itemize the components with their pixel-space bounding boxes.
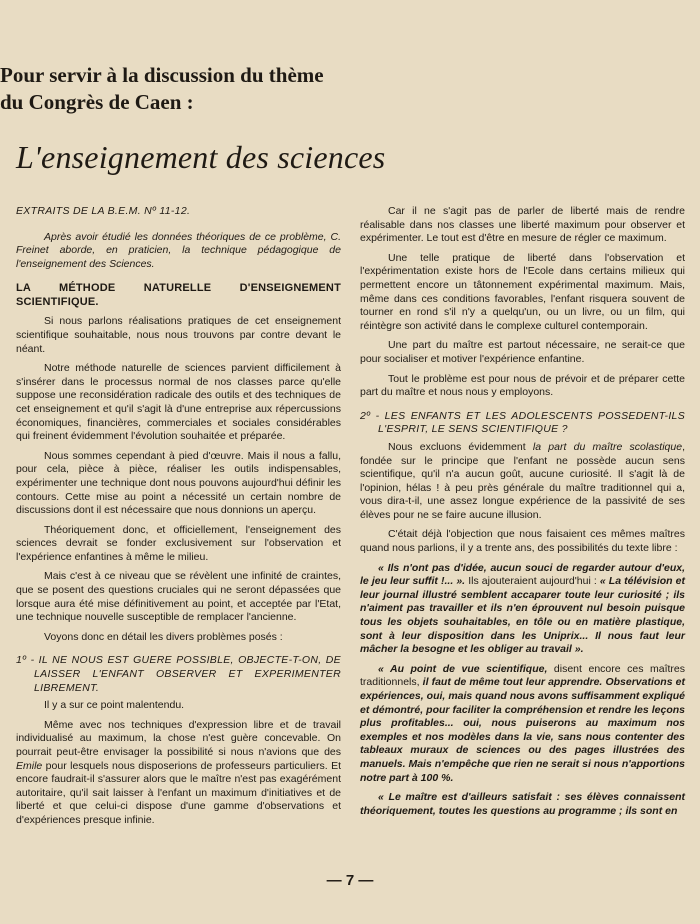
question-1-heading: 1º - IL NE NOUS EST GUERE POSSIBLE, OBJECTE-T-ON, DE LAISSER L'ENFANT OBSERVER ET EXPERIMENTER LIBREMENT. — [16, 654, 341, 694]
intro-paragraph: Après avoir étudié les données théoriques de ce problème, C. Freinet aborde, en praticien, la technique pédagogique de l'enseignement des Sciences. — [16, 230, 341, 270]
quote-text: « La télévision et leur journal illustré semblent accaparer toute leur curiosité ; ils n'aiment pas travailler et ils n'en éprouvent nul besoin puisque tous les objets souhaitables, en tôle ou en matière plastique, sont à leur disposition dans les Uniprix... Il nous faut leur mâcher la besogne et les obliger au travail ». — [360, 575, 685, 656]
left-column — [16, 205, 341, 834]
paragraph — [16, 719, 341, 828]
right-column — [360, 205, 685, 824]
paragraph-text: , fondée sur le principe que l'enfant ne possède aucun sens scientifique, qu'il n'a aucun goût, aucune curiosité. Il s'agit là de l'opinion, hélas ! à peu près générale du maître traditionnel qui a, vous dira-t-il, une assez longue expérience de la passivité de ses élèves pour ne se faire aucune illusion. — [360, 440, 685, 521]
paragraph: Mais c'est à ce niveau que se révèlent une infinité de craintes, que se posent des questions cruciales qui ne seront dépassées que lorsque aura été mise définitivement au point, et acceptée par l'Etat, une technique nouvelle susceptible de remplacer l'ancienne. — [16, 570, 341, 624]
article-title: L'enseignement des sciences — [16, 139, 386, 175]
header — [0, 62, 700, 116]
paragraph-text: pour lesquels nous disposerions de professeurs particuliers. Et encore faudrait-il s'assurer alors que le maître n'est pas exagérément autoritaire, qu'il sait laisser à l'enfant un maximum d'initiatives et de liberté et que celui-ci dispose d'une gamme d'observations et d'expériences presque infinie. — [16, 759, 341, 826]
question-2-heading: 2º - LES ENFANTS ET LES ADOLESCENTS POSSEDENT-ILS L'ESPRIT, LE SENS SCIENTIFIQUE ? — [360, 409, 685, 436]
quote: « Le maître est d'ailleurs satisfait : ses élèves connaissent théoriquement, toutes les questions au programme ; ils sont en — [360, 791, 685, 817]
quote — [360, 663, 685, 785]
paragraph: Voyons donc en détail les divers problèmes posés : — [44, 630, 283, 643]
section-heading: LA MÉTHODE NATURELLE D'ENSEIGNEMENT SCIENTIFIQUE. — [16, 282, 341, 309]
paragraph-text: Même avec nos techniques d'expression libre et de travail individualisé au maximum, la chose n'est guère concevable. On pourrait peut-être envisager la possibilité si nous n'avions que des — [16, 718, 341, 758]
paragraph: Il y a sur ce point malentendu. — [44, 699, 185, 712]
extract-reference: EXTRAITS DE LA B.E.M. Nº 11-12. — [16, 205, 191, 217]
paragraph: Nous sommes cependant à pied d'œuvre. Mais il nous a fallu, pour cela, pièce à pièce, réaliser les outils indispensables, expérimenter une technique dont nous pouvons aujourd'hui définir les contours. Cette mise au point a nécessité un certain nombre de discussions dont il est nécessaire que nous donnions un aperçu. — [16, 449, 341, 517]
page-number: — 7 — — [326, 872, 374, 889]
paragraph-text: Nous excluons évidemment — [388, 440, 533, 453]
paragraph — [360, 441, 685, 523]
kicker-line-1: Pour servir à la discussion du thème — [0, 63, 324, 87]
quote-plain: Ils ajouteraient aujourd'hui : — [468, 575, 600, 588]
paragraph: Tout le problème est pour nous de prévoir et de préparer cette part du maître et nous nous y employons. — [360, 372, 685, 399]
paragraph: Notre méthode naturelle de sciences parvient difficilement à s'insérer dans le processus normal de nos classes parce qu'elle suppose une reconsidération radicale des outils et des techniques de cet enseignement et qu'il s'agit là d'une entreprise aux répercussions économiques, financières, commerciales et sociales considérables qui freinent évidemment l'évolution souhaitée et préparée. — [16, 362, 341, 443]
quote-text: il faut de même tout leur apprendre. Observations et expériences, oui, mais quand nous avons suffisamment expliqué et démontré, pour faciliter la compréhension et rendre les leçons plus profitables... oui, nous puiserons au maximum nos exemples et nos modèles dans la vie, sans nous contenter des tableaux muraux de sciences ou des pages illustrées des manuels. Mais n'empêche que rien ne serait si nous n'apportions notre part à 100 %. — [360, 676, 686, 784]
quote-plain: disent encore ces maîtres traditionnels, — [360, 662, 685, 689]
paragraph: Car il ne s'agit pas de parler de liberté mais de rendre réalisable dans nos classes une liberté maximum pour observer et expérimenter. Le tout est d'être en mesure de régler ce maximum. — [360, 205, 685, 245]
kicker-line-2: du Congrès de Caen : — [0, 90, 194, 114]
emphasis: la part du maître scolastique — [532, 440, 683, 453]
paragraph: Une telle pratique de liberté dans l'observation et l'expérimentation existe hors de l'Ecole dans certains milieux qui permettent encore un tâtonnement expérimental maximum. Mais, même dans ces conditions favorables, l'enfant risquera souvent de tourner en rond s'il n'y a quelqu'un, ou un livre, ou un film, qui réintègre son activité dans le complexe culturel contemporain. — [360, 251, 685, 332]
paragraph: Une part du maître est partout nécessaire, ne serait-ce que pour socialiser et motiver l'expérience enfantine. — [360, 339, 685, 365]
quote-text: « Au point de vue scientifique, — [378, 662, 554, 675]
quote — [360, 562, 685, 657]
paragraph: Si nous parlons réalisations pratiques de cet enseignement scientifique souhaitable, nous nous trouvons par contre devant le néant. — [16, 315, 341, 355]
paragraph: Théoriquement donc, et officiellement, l'enseignement des sciences devrait se fonder exclusivement sur l'observation et l'expérience enfantines à même le milieu. — [16, 523, 341, 563]
emile-emphasis: Emile — [16, 759, 43, 772]
quote-text: « Ils n'ont pas d'idée, aucun souci de regarder autour d'eux, le jeu leur suffit !... ». — [360, 561, 685, 588]
paragraph: C'était déjà l'objection que nous faisaient ces mêmes maîtres quand nous parlions, il y a trente ans, des possibilités du texte libre : — [360, 528, 685, 555]
